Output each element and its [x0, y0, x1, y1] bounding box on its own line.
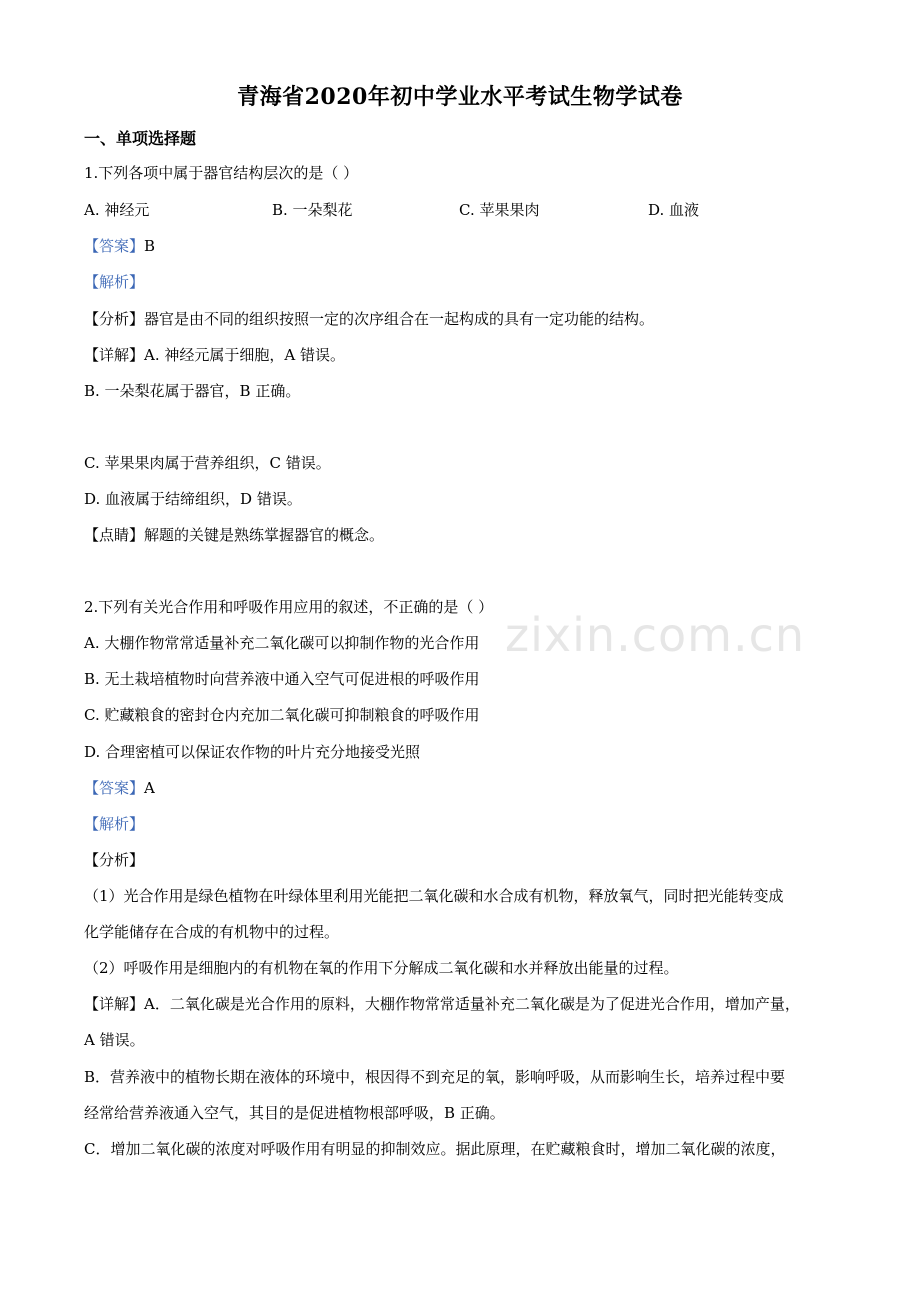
q1-detail-d: D. 血液属于结缔组织，D 错误。 — [84, 490, 302, 508]
q1-option-b: B. 一朵梨花 — [272, 201, 353, 219]
q2-analysis-tag: 【解析】 — [84, 815, 145, 833]
q2-p2: （2）呼吸作用是细胞内的有机物在氧的作用下分解成二氧化碳和水并释放出能量的过程。 — [84, 959, 679, 977]
watermark: zixin.com.cn — [505, 608, 806, 662]
q2-fenxi-tag: 【分析】 — [84, 851, 145, 869]
q1-detail-b: B. 一朵梨花属于器官，B 正确。 — [84, 382, 301, 400]
q2-detail-c1: C．增加二氧化碳的浓度对呼吸作用有明显的抑制效应。据此原理，在贮藏粮食时，增加二氧化碳的浓度， — [84, 1140, 786, 1158]
q1-analysis-tag: 【解析】 — [84, 273, 145, 291]
q2-detail-b1: B．营养液中的植物长期在液体的环境中，根因得不到充足的氧，影响呼吸，从而影响生长，培养过程中要 — [84, 1068, 786, 1086]
q1-dianjing: 【点睛】解题的关键是熟练掌握器官的概念。 — [84, 526, 385, 544]
q2-detail-b2: 经常给营养液通入空气，其目的是促进植物根部呼吸，B 正确。 — [84, 1104, 505, 1122]
q1-option-c: C. 苹果果肉 — [459, 201, 540, 219]
answer-tag: 【答案】 — [84, 237, 145, 255]
q2-option-a: A. 大棚作物常常适量补充二氧化碳可以抑制作物的光合作用 — [84, 634, 480, 652]
q2-detail-a2: A 错误。 — [84, 1031, 145, 1049]
q1-detail-a: 【详解】A. 神经元属于细胞，A 错误。 — [84, 346, 345, 364]
page-title: 青海省2020年初中学业水平考试生物学试卷 — [237, 84, 683, 110]
q1-option-a: A. 神经元 — [84, 201, 150, 219]
q1-fenxi: 【分析】器官是由不同的组织按照一定的次序组合在一起构成的具有一定功能的结构。 — [84, 310, 655, 328]
q1-stem: 1.下列各项中属于器官结构层次的是（ ） — [84, 164, 359, 182]
q2-p1-line1: （1）光合作用是绿色植物在叶绿体里利用光能把二氧化碳和水合成有机物，释放氧气，同时把光能转变成 — [84, 887, 784, 905]
q2-stem: 2.下列有关光合作用和呼吸作用应用的叙述，不正确的是（ ） — [84, 598, 494, 616]
q2-detail-a1: 【详解】A．二氧化碳是光合作用的原料，大棚作物常常适量补充二氧化碳是为了促进光合作用，增加产量， — [84, 995, 800, 1013]
answer-value: A — [144, 779, 155, 797]
q2-option-b: B. 无土栽培植物时向营养液中通入空气可促进根的呼吸作用 — [84, 670, 480, 688]
q2-p1-line2: 化学能储存在合成的有机物中的过程。 — [84, 923, 340, 941]
q1-answer — [84, 236, 155, 256]
q2-answer — [84, 778, 155, 798]
q2-option-c: C. 贮藏粮食的密封仓内充加二氧化碳可抑制粮食的呼吸作用 — [84, 706, 480, 724]
q1-detail-c: C. 苹果果肉属于营养组织，C 错误。 — [84, 454, 331, 472]
answer-value: B — [144, 237, 156, 255]
q1-option-d: D. 血液 — [648, 201, 700, 219]
answer-tag: 【答案】 — [84, 779, 145, 797]
q2-option-d: D. 合理密植可以保证农作物的叶片充分地接受光照 — [84, 743, 421, 761]
section-heading: 一、单项选择题 — [84, 129, 197, 148]
